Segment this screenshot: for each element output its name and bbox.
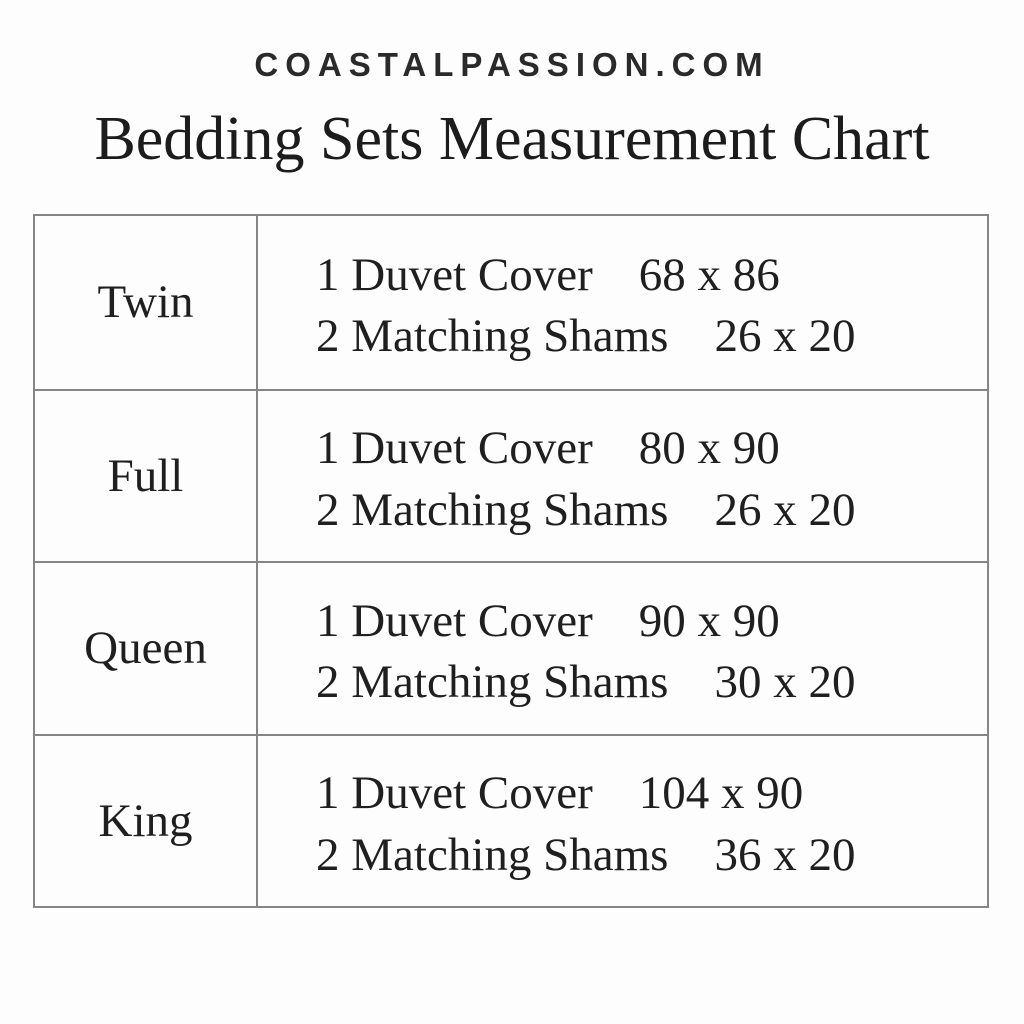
item-line: [316, 594, 987, 647]
table-row-twin: [35, 216, 987, 389]
item-desc: 2 Matching Shams: [316, 656, 669, 709]
item-desc: 1 Duvet Cover: [316, 767, 593, 820]
item-desc: 1 Duvet Cover: [316, 594, 593, 647]
item-desc: 1 Duvet Cover: [316, 422, 593, 475]
item-dims: 26 x 20: [714, 483, 856, 536]
size-cell-full: Full: [35, 391, 258, 562]
site-url-label: COASTALPASSION.COM: [254, 46, 770, 83]
item-dims: 30 x 20: [714, 656, 856, 709]
item-desc: 2 Matching Shams: [316, 483, 669, 536]
item-dims: 80 x 90: [638, 422, 780, 475]
item-line: [316, 248, 987, 301]
items-cell-twin: [258, 216, 987, 389]
item-dims: 36 x 20: [714, 828, 856, 881]
item-dims: 68 x 86: [638, 248, 780, 301]
page-title: Bedding Sets Measurement Chart: [94, 105, 930, 173]
item-line: [316, 828, 987, 881]
items-cell-queen: [258, 563, 987, 734]
item-desc: 2 Matching Shams: [316, 828, 669, 881]
items-cell-king: [258, 736, 987, 907]
item-dims: 26 x 20: [714, 310, 856, 363]
item-line: [316, 658, 987, 707]
item-line: [316, 424, 987, 473]
table-row-king: [35, 734, 987, 907]
measurement-table: [33, 214, 989, 908]
table-row-queen: [35, 561, 987, 734]
item-dims: 90 x 90: [638, 594, 780, 647]
size-cell-queen: Queen: [35, 563, 258, 734]
item-dims: 104 x 90: [638, 767, 804, 820]
item-line: [316, 312, 987, 361]
item-line: [316, 769, 987, 818]
items-cell-full: [258, 391, 987, 562]
size-cell-twin: Twin: [35, 216, 258, 389]
item-line: [316, 483, 987, 536]
item-desc: 2 Matching Shams: [316, 310, 669, 363]
size-cell-king: King: [35, 736, 258, 907]
item-desc: 1 Duvet Cover: [316, 248, 593, 301]
table-row-full: [35, 389, 987, 562]
